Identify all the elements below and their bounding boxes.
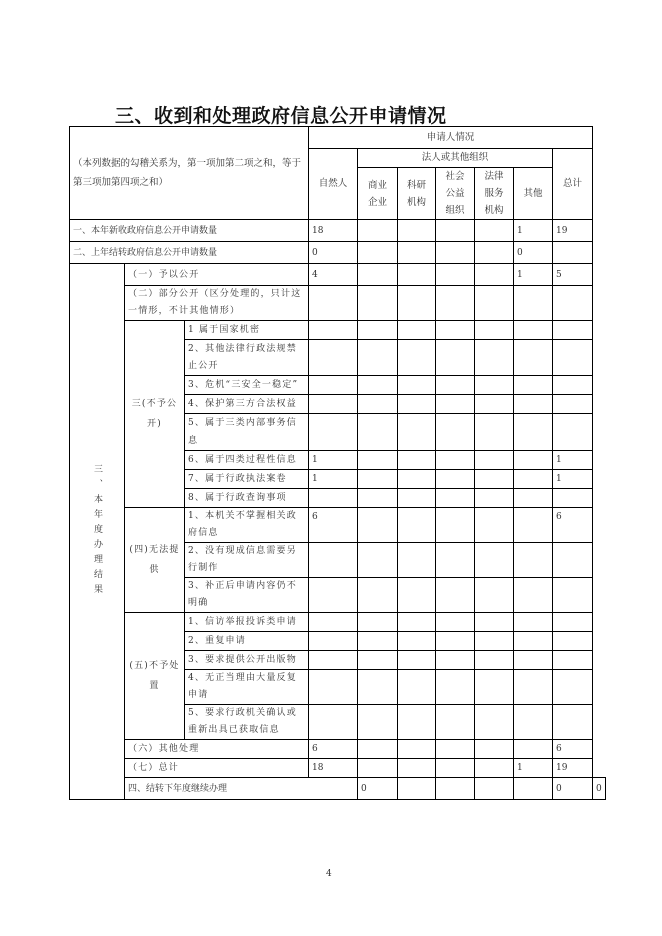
- row-label: 7、属于行政执法案卷: [185, 470, 309, 489]
- header-legal-group: 法人或其他组织: [358, 149, 553, 168]
- cell-total: [553, 543, 593, 578]
- group-label: 三(不予公开): [125, 321, 185, 508]
- header-natural: 自然人: [309, 149, 358, 220]
- cell-total: [553, 632, 593, 651]
- table-row: [70, 286, 606, 321]
- cell-other: 1: [514, 759, 553, 778]
- cell-total: [553, 613, 593, 632]
- row-label: （一）予以公开: [125, 264, 309, 286]
- cell-other: 0: [553, 778, 593, 800]
- row-label: 2、没有现成信息需要另行制作: [185, 543, 309, 578]
- table-row: [70, 759, 606, 778]
- cell-natural: 1: [309, 451, 358, 470]
- row-label: 5、属于三类内部事务信息: [185, 414, 309, 451]
- cell-natural: [309, 613, 358, 632]
- cell-natural: [309, 651, 358, 670]
- row-label: 2、重复申请: [185, 632, 309, 651]
- row-label: （七）总计: [125, 759, 309, 778]
- row-label: 1、本机关不掌握相关政府信息: [185, 508, 309, 543]
- cell-natural: [309, 670, 358, 705]
- row-label: 四、结转下年度继续办理: [125, 778, 358, 800]
- table-row: [70, 264, 606, 286]
- cell-total: [553, 651, 593, 670]
- page-title: 三、收到和处理政府信息公开申请情况: [115, 105, 447, 127]
- cell-natural: [309, 543, 358, 578]
- header-total: 总计: [553, 149, 593, 220]
- table-row: [70, 778, 606, 800]
- header-other: 其他: [514, 168, 553, 220]
- row-label: （二）部分公开（区分处理的，只计这一情形，不计其他情形）: [125, 286, 309, 321]
- cell-total: [553, 321, 593, 340]
- row-label: 2、其他法律行政法规禁止公开: [185, 340, 309, 376]
- cell-total: 0: [593, 778, 606, 800]
- cell-natural: [309, 705, 358, 740]
- cell-total: [553, 242, 593, 264]
- row-label: 3、要求提供公开出版物: [185, 651, 309, 670]
- cell-natural: 6: [309, 740, 358, 759]
- cell-public-welfare: [436, 220, 475, 242]
- cell-other: 1: [514, 220, 553, 242]
- cell-research: [398, 242, 436, 264]
- cell-natural: 0: [309, 242, 358, 264]
- foi-application-table: [69, 126, 606, 800]
- cell-natural: [309, 376, 358, 395]
- header-note: （本列数据的勾稽关系为，第一项加第二项之和，等于第三项加第四项之和）: [70, 127, 309, 220]
- row-label: 4、无正当理由大量反复申请: [185, 670, 309, 705]
- cell-natural: 0: [358, 778, 398, 800]
- header-applicant-group: 申请人情况: [309, 127, 593, 149]
- cell-business: [358, 220, 398, 242]
- cell-total: [553, 670, 593, 705]
- cell-business: [358, 242, 398, 264]
- row-label: （六）其他处理: [125, 740, 309, 759]
- cell-total: 6: [553, 740, 593, 759]
- group-label: (四)无法提供: [125, 508, 185, 613]
- table-row: [70, 508, 606, 543]
- cell-natural: [309, 395, 358, 414]
- cell-total: 19: [553, 220, 593, 242]
- cell-legal-service: [475, 220, 514, 242]
- cell-natural: 6: [309, 508, 358, 543]
- group-label: (五)不予处置: [125, 613, 185, 740]
- row-label: 5、要求行政机关确认或重新出具已获取信息: [185, 705, 309, 740]
- row-label: 3、补正后申请内容仍不明确: [185, 578, 309, 613]
- row-label: 二、上年结转政府信息公开申请数量: [70, 242, 309, 264]
- cell-natural: [309, 340, 358, 376]
- cell-total: 1: [553, 470, 593, 489]
- row-label: 6、属于四类过程性信息: [185, 451, 309, 470]
- cell-total: [553, 414, 593, 451]
- cell-total: [553, 489, 593, 508]
- section3-label: 三、本年度办理结果: [70, 264, 125, 800]
- header-business: 商业企业: [358, 168, 398, 220]
- row-label: 3、危机“三安全一稳定”: [185, 376, 309, 395]
- row-label: 1、信访举报投诉类申请: [185, 613, 309, 632]
- row-label: 1 属于国家机密: [185, 321, 309, 340]
- cell-total: [553, 340, 593, 376]
- cell-natural: [309, 578, 358, 613]
- cell-total: 5: [553, 264, 593, 286]
- cell-total: 19: [553, 759, 593, 778]
- cell-natural: [309, 489, 358, 508]
- cell-total: [553, 705, 593, 740]
- cell-total: [553, 376, 593, 395]
- cell-natural: [309, 414, 358, 451]
- cell-other: [514, 740, 553, 759]
- header-research: 科研机构: [398, 168, 436, 220]
- row-label: 一、本年新收政府信息公开申请数量: [70, 220, 309, 242]
- cell-total: 1: [553, 451, 593, 470]
- table-row: [70, 220, 606, 242]
- cell-legal-service: [475, 242, 514, 264]
- table-row: [70, 740, 606, 759]
- header-public-welfare: 社会公益组织: [436, 168, 475, 220]
- table-row: [70, 613, 606, 632]
- cell-other: 1: [514, 264, 553, 286]
- cell-total: [553, 578, 593, 613]
- table-row: [70, 321, 606, 340]
- page-number: 4: [326, 869, 332, 879]
- cell-other: 0: [514, 242, 553, 264]
- header-legal-service: 法律服务机构: [475, 168, 514, 220]
- cell-natural: [309, 321, 358, 340]
- row-label: 8、属于行政查询事项: [185, 489, 309, 508]
- cell-natural: [309, 632, 358, 651]
- cell-natural: 1: [309, 470, 358, 489]
- cell-total: [553, 395, 593, 414]
- cell-natural: 18: [309, 759, 358, 778]
- cell-research: [398, 220, 436, 242]
- cell-natural: 4: [309, 264, 358, 286]
- cell-public-welfare: [436, 242, 475, 264]
- row-label: 4、保护第三方合法权益: [185, 395, 309, 414]
- cell-natural: 18: [309, 220, 358, 242]
- table-row: [70, 242, 606, 264]
- cell-total: 6: [553, 508, 593, 543]
